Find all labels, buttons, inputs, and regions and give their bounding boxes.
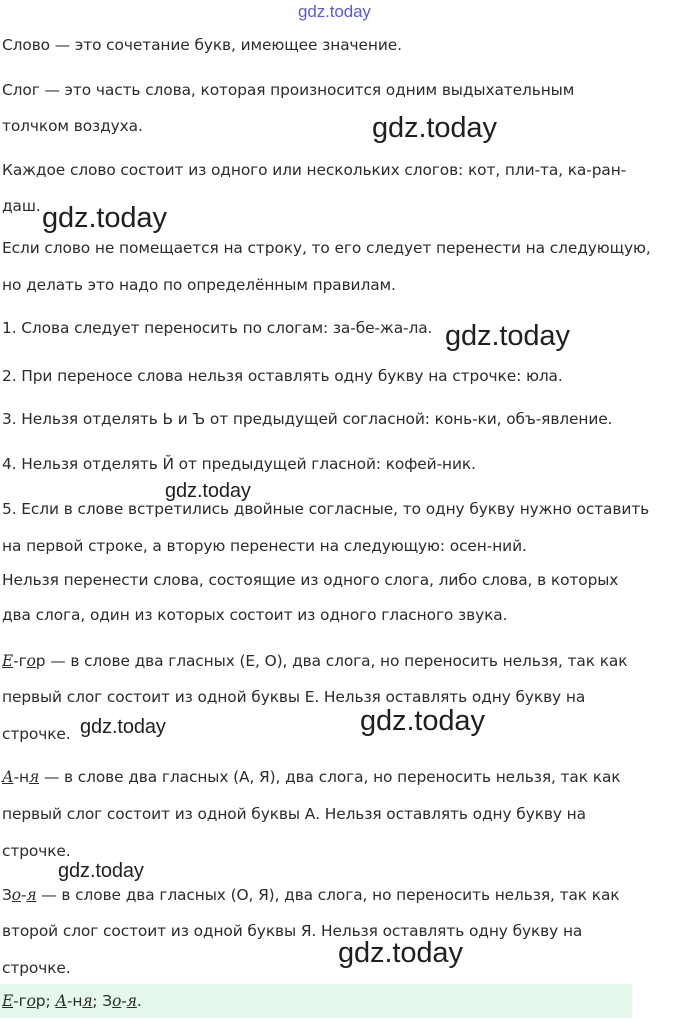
vowel: я [28, 768, 40, 786]
vowel: о [112, 992, 122, 1010]
watermark-top: gdz.today [298, 2, 371, 21]
vowel: Е [2, 652, 14, 670]
example-zoya [2, 885, 620, 905]
example-anya-text: первый слог состоит из одной буквы А. Нельзя оставлять одну букву на [2, 805, 586, 823]
rule-note: Нельзя перенести слова, состоящие из одного слога, либо слова, в которых [2, 571, 619, 589]
separator: ; [92, 992, 103, 1010]
explanation: — в слове два гласных (О, Я), два слога, но переносить нельзя, так как [36, 886, 620, 904]
vowel: А [2, 768, 14, 786]
vowel: о [11, 886, 21, 904]
watermark: gdz.today [58, 860, 144, 882]
explanation: — в слове два гласных (Е, О), два слога, но переносить нельзя, так как [45, 652, 628, 670]
example-anya-text: строчке. [2, 842, 71, 860]
wrap-intro: но делать это надо по определённым правилам. [2, 276, 396, 294]
vowel: о [26, 652, 36, 670]
consonant: -г [13, 992, 27, 1010]
vowel: Е [2, 992, 14, 1010]
wrap-intro: Если слово не помещается на строку, то его следует перенести на следующую, [2, 239, 651, 257]
separator: ; [45, 992, 56, 1010]
vowel: я [26, 886, 37, 904]
rule-2: 2. При переносе слова нельзя оставлять одну букву на строчке: юла. [2, 367, 563, 385]
definition-syllable: толчком воздуха. [2, 117, 143, 135]
vowel: я [82, 992, 93, 1010]
vowel: я [126, 992, 137, 1010]
watermark: gdz.today [338, 937, 463, 969]
rule-note: два слога, один из которых состоит из одного гласного звука. [2, 606, 508, 624]
example-zoya-text: второй слог состоит из одной буквы Я. Нельзя оставлять одну букву на [2, 922, 583, 940]
watermark: gdz.today [42, 202, 167, 234]
consonant: З [2, 886, 12, 904]
example-egor-text: строчке. [2, 725, 71, 743]
rule-4: 4. Нельзя отделять Й от предыдущей гласной: кофей-ник. [2, 455, 476, 473]
hyphen: - [20, 886, 27, 904]
hyphen: - [121, 992, 127, 1010]
rule-1: 1. Слова следует переносить по слогам: за-бе-жа-ла. [2, 319, 433, 337]
summary-line [2, 991, 142, 1011]
rule-3: 3. Нельзя отделять Ь и Ъ от предыдущей согласной: конь-ки, объ-явление. [2, 410, 613, 428]
consonant: р [35, 992, 46, 1010]
vowel: А [55, 992, 67, 1010]
example-egor-text: первый слог состоит из одной буквы Е. Нельзя оставлять одну букву на [2, 688, 586, 706]
watermark: gdz.today [80, 716, 166, 738]
syllable-examples: даш. [2, 197, 41, 215]
consonant: -н [66, 992, 83, 1010]
consonant: -н [13, 768, 29, 786]
watermark: gdz.today [372, 112, 497, 144]
example-anya [2, 767, 620, 787]
syllable-examples: Каждое слово состоит из одного или нескольких слогов: кот, пли-та, ка-ран- [2, 161, 627, 179]
rule-5: 5. Если в слове встретились двойные согласные, то одну букву нужно оставить [2, 500, 650, 518]
watermark: gdz.today [445, 320, 570, 352]
example-egor [2, 651, 627, 671]
consonant: р [35, 652, 46, 670]
vowel: о [26, 992, 36, 1010]
rule-5: на первой строке, а вторую перенести на следующую: осен-ний. [2, 537, 527, 555]
period: . [136, 992, 142, 1010]
definition-syllable: Слог — это часть слова, которая произносится одним выдыхательным [2, 81, 575, 99]
example-zoya-text: строчке. [2, 959, 71, 977]
definition-word: Слово — это сочетание букв, имеющее значение. [2, 36, 402, 54]
watermark: gdz.today [165, 480, 251, 502]
consonant: -г [13, 652, 27, 670]
consonant: З [102, 992, 113, 1010]
explanation: — в слове два гласных (А, Я), два слога, но переносить нельзя, так как [39, 768, 621, 786]
watermark: gdz.today [360, 705, 485, 737]
